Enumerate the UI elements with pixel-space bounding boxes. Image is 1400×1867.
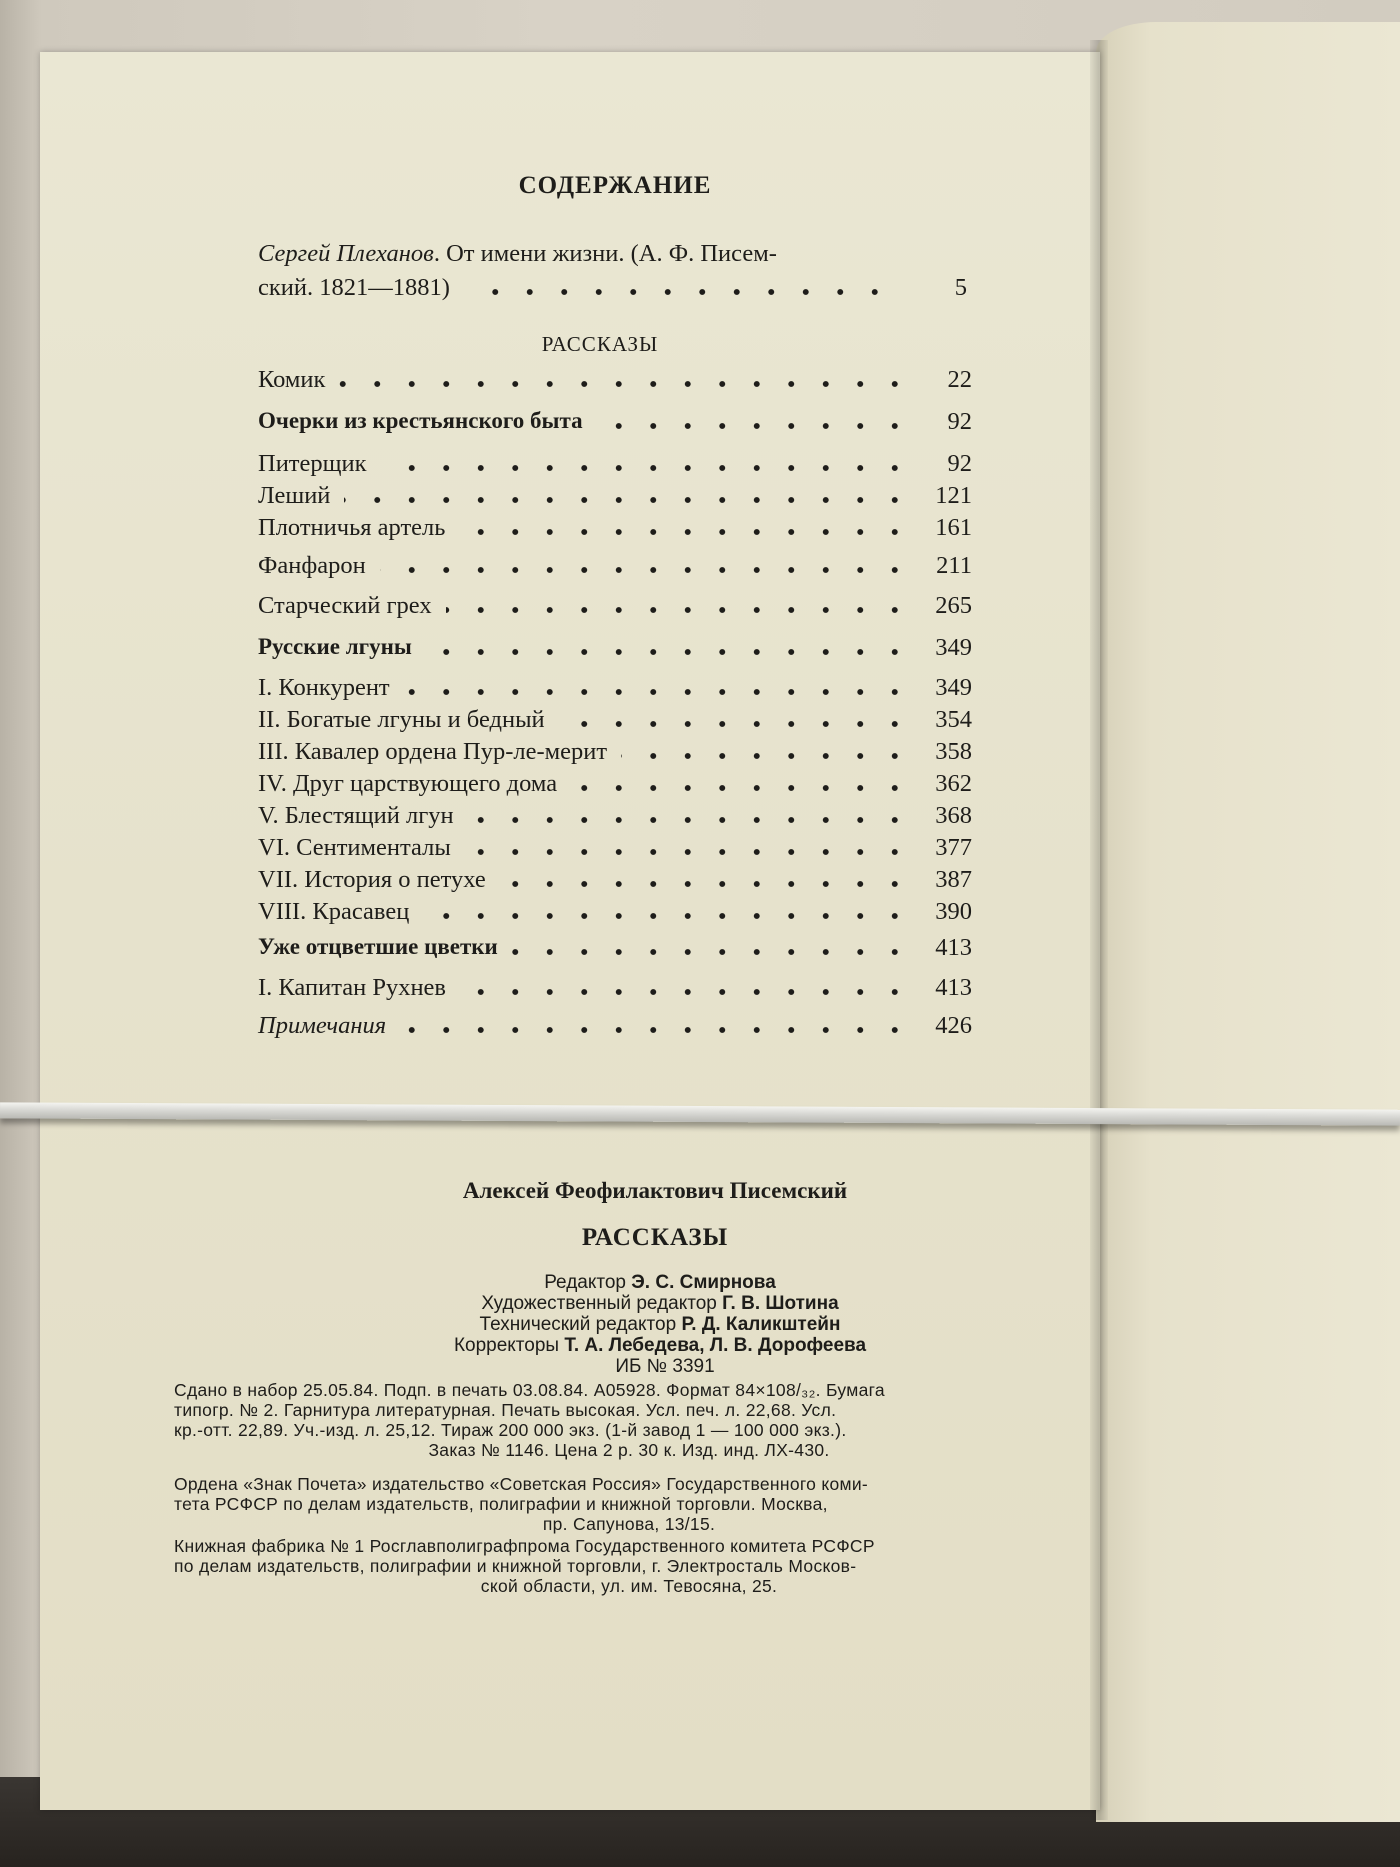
imprint-line: Заказ № 1146. Цена 2 р. 30 к. Изд. инд. ЛХ-430. bbox=[428, 1440, 830, 1460]
toc-entry bbox=[258, 802, 972, 834]
toc-entry-title: Комик bbox=[258, 366, 326, 393]
staff-name: Э. С. Смирнова bbox=[631, 1272, 776, 1293]
toc-entry-title: VII. История о петухе bbox=[258, 866, 486, 893]
toc-entry bbox=[258, 408, 972, 440]
toc-entry-page: 265 bbox=[935, 592, 972, 619]
section-heading: РАССКАЗЫ bbox=[541, 332, 659, 356]
imprint-line: пр. Сапунова, 13/15. bbox=[542, 1514, 716, 1534]
imprint-line: Ордена «Знак Почета» издательство «Советская Россия» Государственного коми- bbox=[174, 1474, 869, 1494]
dot-leader bbox=[571, 782, 912, 794]
imprint-title: РАССКАЗЫ bbox=[581, 1224, 729, 1251]
staff-line bbox=[210, 1272, 1110, 1293]
toc-entry-title: IV. Друг царствующего дома bbox=[258, 770, 558, 797]
toc-entry-page: 426 bbox=[935, 1012, 972, 1039]
imprint-printer bbox=[174, 1536, 1084, 1596]
toc-entry-page: 362 bbox=[935, 770, 972, 797]
toc-entry-page: 211 bbox=[936, 552, 972, 579]
toc-entry-page: 349 bbox=[935, 674, 972, 701]
toc-entry bbox=[258, 974, 972, 1006]
imprint-line: Сдано в набор 25.05.84. Подп. в печать 03.08.84. А05928. Формат 84×108/₃₂. Бумага bbox=[174, 1380, 885, 1400]
toc-entry bbox=[258, 934, 972, 966]
toc-entry-title: I. Конкурент bbox=[258, 674, 390, 701]
intro-author: Сергей Плеханов bbox=[258, 240, 434, 267]
imprint-print-details bbox=[174, 1380, 1084, 1460]
toc-entry-title: Старческий грех bbox=[258, 592, 432, 619]
toc-entry-title: Уже отцветшие цветки bbox=[258, 934, 498, 959]
intro-dates: ский. 1821—1881) bbox=[258, 274, 450, 301]
toc-entry bbox=[258, 706, 972, 738]
toc-entry-page: 390 bbox=[935, 898, 972, 925]
imprint bbox=[160, 1178, 1110, 1596]
toc-entry-page: 22 bbox=[947, 366, 972, 393]
toc-entry-page: 121 bbox=[935, 482, 972, 509]
toc-entry bbox=[258, 1012, 972, 1044]
toc-entry-page: 161 bbox=[935, 514, 972, 541]
toc-entry-title: Фанфарон bbox=[258, 552, 366, 579]
staff-role: Художественный редактор bbox=[481, 1293, 717, 1314]
toc-entries bbox=[258, 366, 972, 1044]
toc-entry-title: Леший bbox=[258, 482, 331, 509]
staff-name: Т. А. Лебедева, Л. В. Дорофеева bbox=[564, 1335, 867, 1356]
toc-entry-page: 92 bbox=[947, 450, 972, 477]
toc-entry-title: V. Блестящий лгун bbox=[258, 802, 454, 829]
toc-entry bbox=[258, 482, 972, 514]
intro-page: 5 bbox=[954, 274, 967, 301]
toc-entry-title: Питерщик bbox=[258, 450, 367, 477]
toc-entry bbox=[258, 366, 972, 398]
imprint-line: по делам издательств, полиграфии и книжной торговли, г. Электросталь Москов- bbox=[174, 1556, 857, 1576]
toc-intro-line-1 bbox=[258, 240, 972, 274]
dot-leader bbox=[380, 564, 912, 576]
staff-role: Редактор bbox=[544, 1272, 626, 1293]
imprint-line: Книжная фабрика № 1 Росглавполиграфпрома Государственного комитета РСФСР bbox=[174, 1536, 875, 1556]
imprint-ib: ИБ № 3391 bbox=[615, 1356, 715, 1377]
toc-entry bbox=[258, 514, 972, 546]
toc-entry-page: 358 bbox=[935, 738, 972, 765]
toc-entry bbox=[258, 450, 972, 482]
dot-leader bbox=[339, 378, 912, 390]
toc-entry-title: Очерки из крестьянского быта bbox=[258, 408, 583, 433]
dot-leader bbox=[488, 286, 892, 298]
toc-entry-title: Плотничья артель bbox=[258, 514, 446, 541]
staff-role: Технический редактор bbox=[479, 1314, 677, 1335]
toc-heading: СОДЕРЖАНИЕ bbox=[518, 172, 712, 199]
dot-leader bbox=[423, 910, 912, 922]
imprint-author: Алексей Феофилактович Писемский bbox=[462, 1178, 848, 1203]
toc-intro-line-2 bbox=[258, 274, 972, 326]
imprint-publisher bbox=[174, 1474, 1084, 1534]
toc-entry-page: 377 bbox=[935, 834, 972, 861]
intro-title: . От имени жизни. (А. Ф. Писем- bbox=[433, 240, 777, 267]
toc-entry-title: VI. Сентименталы bbox=[258, 834, 451, 861]
toc-entry bbox=[258, 552, 972, 584]
facing-page bbox=[1096, 22, 1400, 1822]
toc-entry-title: II. Богатые лгуны и бедный bbox=[258, 706, 545, 733]
staff-role: Корректоры bbox=[453, 1335, 560, 1356]
toc-entry-title: Примечания bbox=[258, 1012, 387, 1039]
table-of-contents bbox=[258, 240, 972, 1044]
toc-entry-page: 354 bbox=[935, 706, 972, 733]
dot-leader bbox=[426, 646, 912, 658]
toc-entry bbox=[258, 898, 972, 930]
toc-entry-title: I. Капитан Рухнев bbox=[258, 974, 446, 1001]
imprint-staff bbox=[160, 1272, 1110, 1356]
toc-entry bbox=[258, 674, 972, 706]
dot-leader bbox=[465, 846, 912, 858]
dot-leader bbox=[597, 420, 912, 432]
toc-entry bbox=[258, 634, 972, 666]
toc-entry bbox=[258, 738, 972, 770]
imprint-line: типогр. № 2. Гарнитура литературная. Печать высокая. Усл. печ. л. 22,68. Усл. bbox=[174, 1400, 837, 1420]
toc-entry-page: 387 bbox=[935, 866, 972, 893]
toc-entry-page: 92 bbox=[947, 408, 972, 435]
dot-leader bbox=[559, 718, 912, 730]
toc-entry-page: 413 bbox=[935, 974, 972, 1001]
toc-entry-page: 413 bbox=[935, 934, 972, 961]
dot-leader bbox=[404, 686, 912, 698]
dot-leader bbox=[381, 462, 912, 474]
staff-name: Г. В. Шотина bbox=[722, 1293, 839, 1314]
staff-line bbox=[210, 1335, 1110, 1356]
toc-entry-title: Русские лгуны bbox=[258, 634, 412, 659]
toc-entry-page: 349 bbox=[935, 634, 972, 661]
toc-entry-title: VIII. Красавец bbox=[258, 898, 410, 925]
toc-entry-title: III. Кавалер ордена Пур-ле-мерит bbox=[258, 738, 608, 765]
dot-leader bbox=[460, 986, 912, 998]
toc-entry bbox=[258, 592, 972, 624]
dot-leader bbox=[459, 526, 912, 538]
imprint-line: тета РСФСР по делам издательств, полиграфии и книжной торговли. Москва, bbox=[174, 1494, 828, 1514]
imprint-line: ской области, ул. им. Тевосяна, 25. bbox=[480, 1576, 778, 1596]
dot-leader bbox=[500, 878, 912, 890]
toc-entry bbox=[258, 866, 972, 898]
dot-leader bbox=[621, 750, 912, 762]
staff-name: Р. Д. Каликштейн bbox=[681, 1314, 841, 1335]
toc-entry bbox=[258, 834, 972, 866]
imprint-line: кр.-отт. 22,89. Уч.-изд. л. 25,12. Тираж 200 000 экз. (1-й завод 1 — 100 000 экз.). bbox=[174, 1420, 847, 1440]
staff-line bbox=[210, 1293, 1110, 1314]
dot-leader bbox=[512, 946, 912, 958]
toc-entry-page: 368 bbox=[935, 802, 972, 829]
dot-leader bbox=[446, 604, 912, 616]
toc-entry bbox=[258, 770, 972, 802]
staff-line bbox=[210, 1314, 1110, 1335]
dot-leader bbox=[400, 1024, 912, 1036]
dot-leader bbox=[344, 494, 912, 506]
dot-leader bbox=[468, 814, 912, 826]
